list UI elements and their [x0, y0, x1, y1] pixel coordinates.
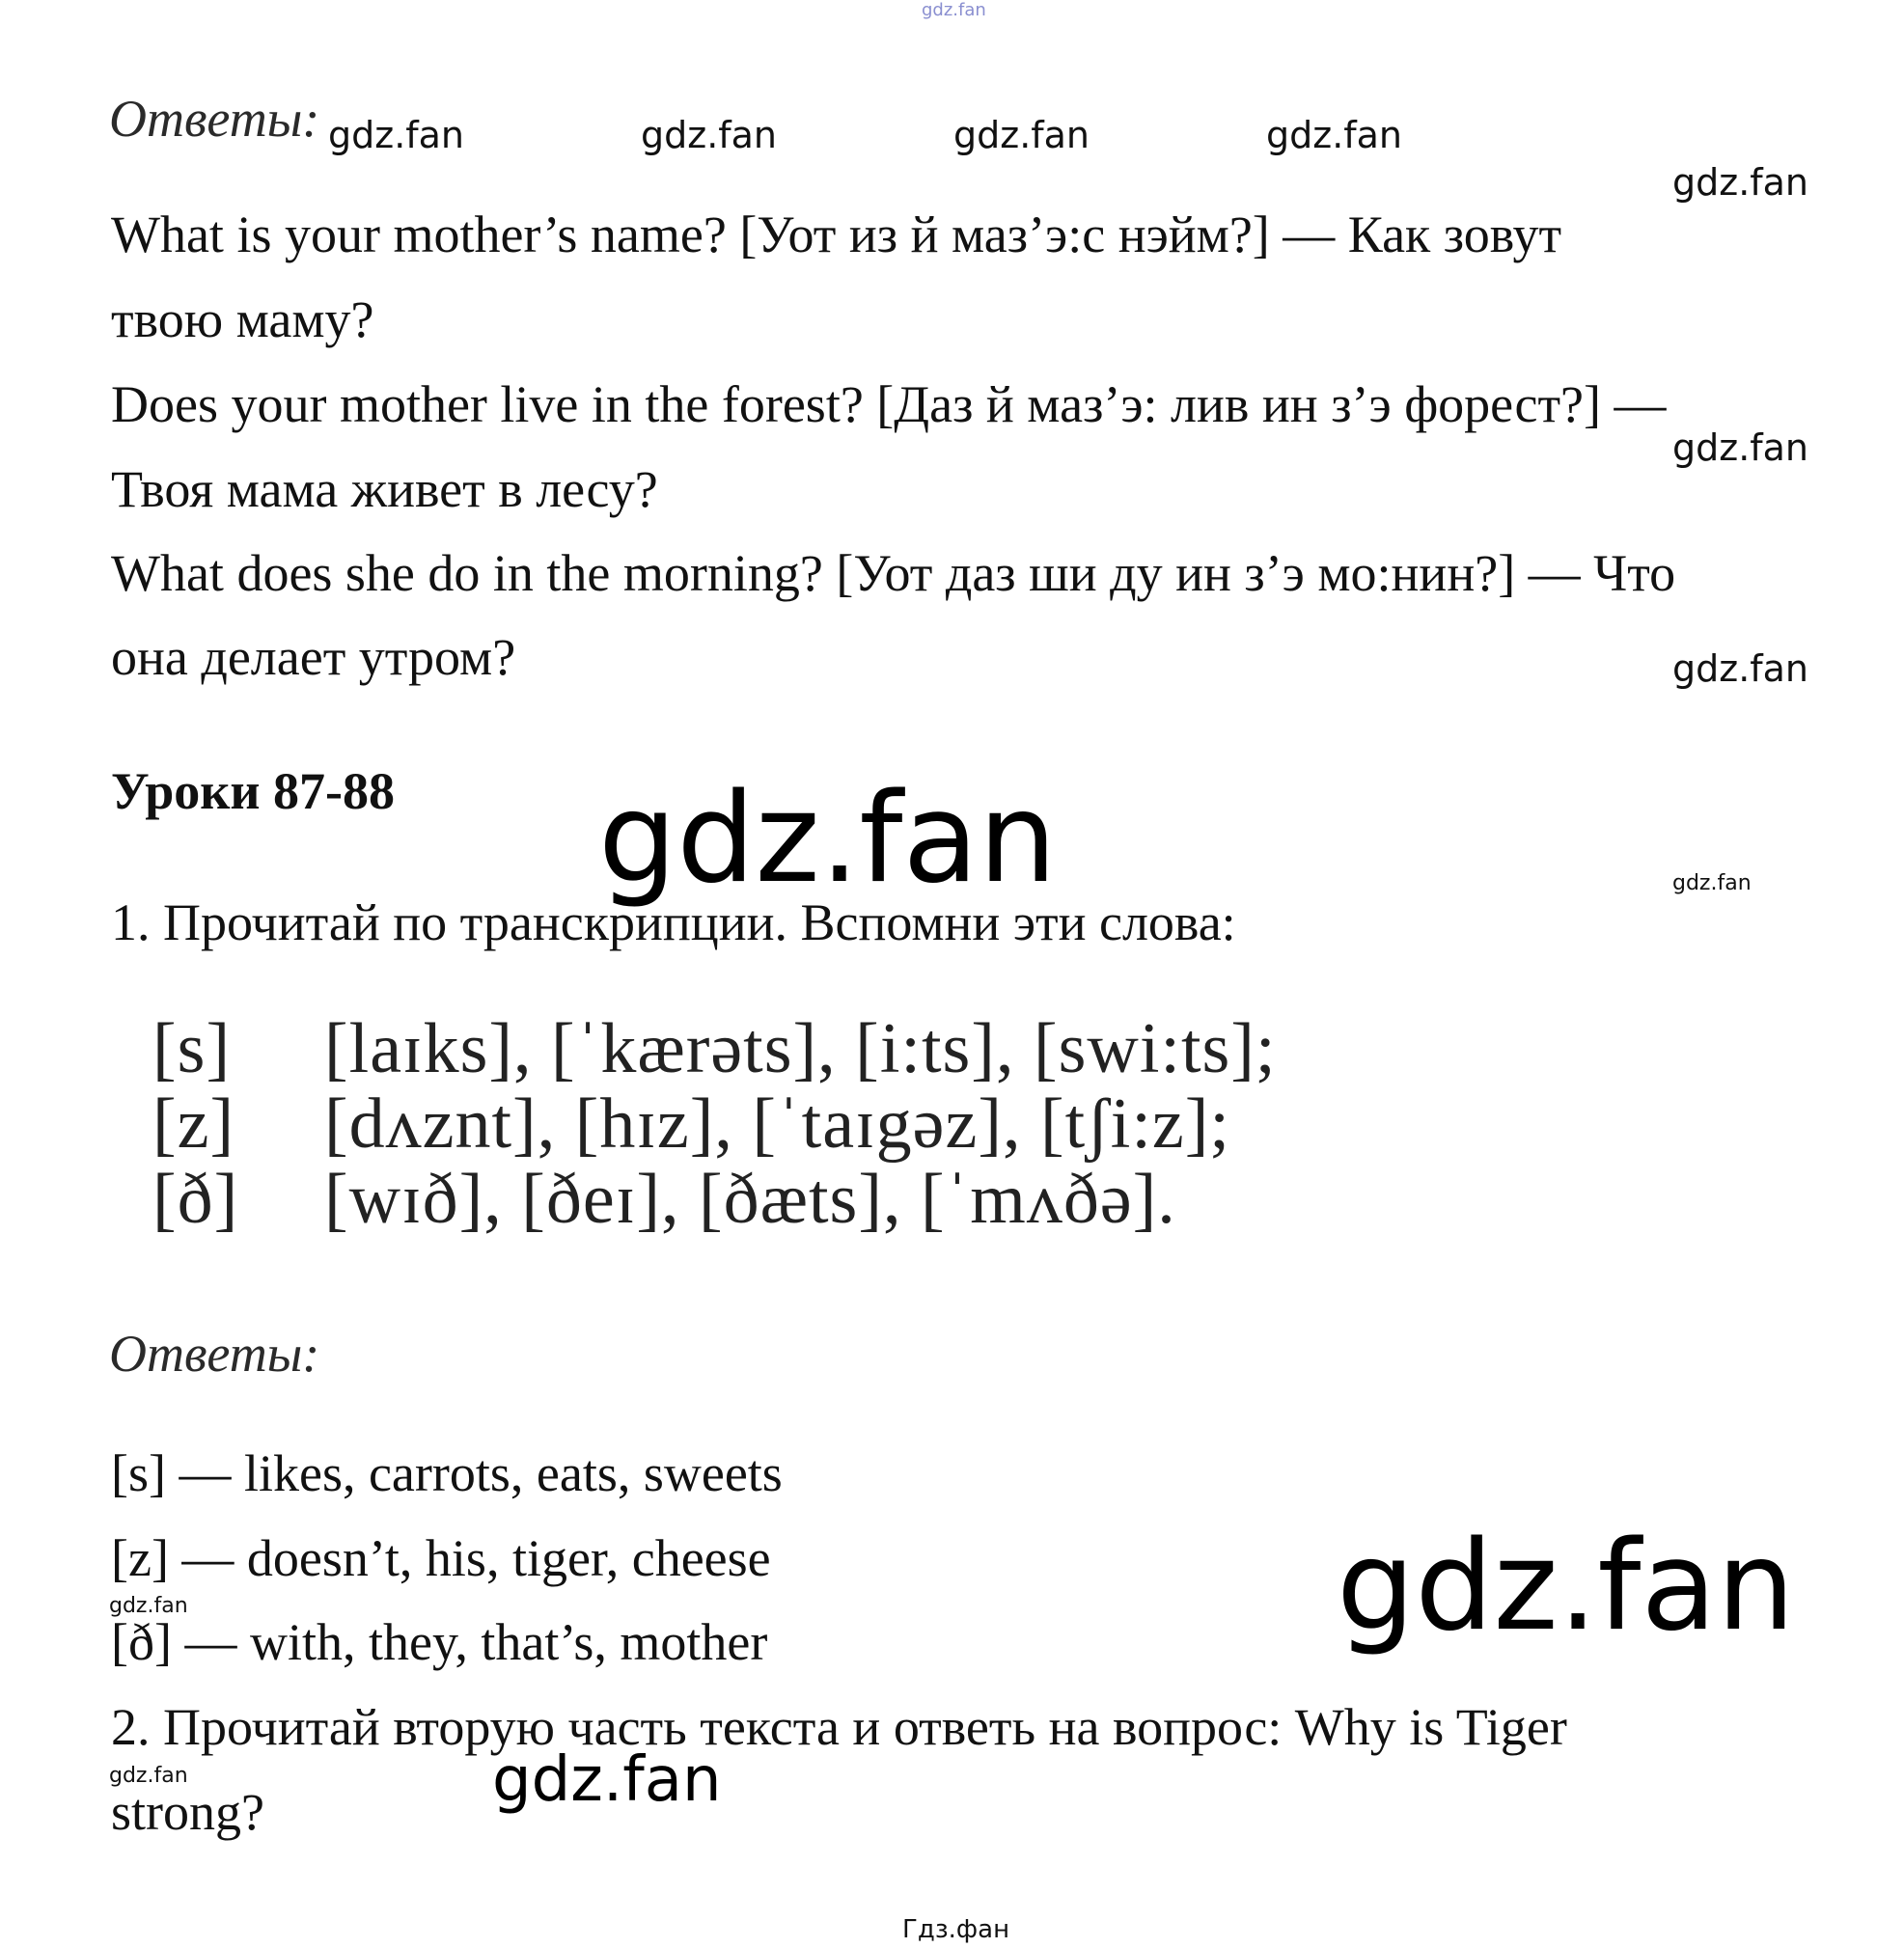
task-1-instruction: 1. Прочитай по транскрипции. Вспомни эти слова:: [111, 893, 1236, 951]
answer-line: What does she do in the morning? [Уот даз ши ду ин з’э мо:нин?] — Что: [111, 544, 1676, 602]
transcription-row: [152, 1162, 1277, 1237]
task-2-instruction-continued: strong?: [111, 1783, 264, 1841]
answer-line: [z] — doesn’t, his, tiger, cheese: [111, 1529, 771, 1587]
task-2-instruction: 2. Прочитай вторую часть текста и ответь на вопрос: Why is Tiger: [111, 1698, 1567, 1756]
transcription-sound: [s]: [152, 1009, 232, 1088]
watermark: gdz.fan: [1672, 426, 1809, 469]
footer-watermark: Гдз.фан: [902, 1915, 1010, 1944]
answer-line: What is your mother’s name? [Уот из й маз’э:с нэйм?] — Как зовут: [111, 206, 1562, 263]
watermark: gdz.fan: [1672, 161, 1809, 204]
answers-label: Ответы:: [109, 90, 320, 148]
answer-line: [ð] — with, they, that’s, mother: [111, 1613, 768, 1671]
transcription-row: [152, 1086, 1277, 1162]
transcription-sound: [z]: [152, 1084, 235, 1164]
answer-line: твою маму?: [111, 290, 374, 348]
big-watermark: gdz.fan: [1337, 1515, 1795, 1659]
watermark: gdz.fan: [641, 114, 778, 156]
watermark: gdz.fan: [1672, 871, 1752, 895]
watermark: gdz.fan: [328, 114, 465, 156]
transcription-block: [152, 1011, 1277, 1237]
transcription-words: [laɪks], [ˈkærəts], [i:ts], [swi:ts];: [324, 1009, 1277, 1088]
watermark: gdz.fan: [1672, 647, 1809, 690]
answer-line: Твоя мама живет в лесу?: [111, 460, 658, 518]
watermark: gdz.fan: [1266, 114, 1403, 156]
watermark: gdz.fan: [492, 1744, 722, 1816]
answer-line: Does your mother live in the forest? [Даз й маз’э: лив ин з’э форест?] —: [111, 375, 1667, 433]
lesson-heading: Уроки 87-88: [111, 762, 395, 820]
transcription-words: [dʌznt], [hɪz], [ˈtaɪgəz], [tʃi:z];: [324, 1084, 1230, 1164]
watermark: gdz.fan: [953, 114, 1090, 156]
big-watermark: gdz.fan: [598, 767, 1057, 911]
transcription-sound: [ð]: [152, 1160, 239, 1239]
transcription-row: [152, 1011, 1277, 1086]
answer-line: она делает утром?: [111, 628, 516, 686]
watermark: gdz.fan: [109, 1764, 188, 1788]
answer-line: [s] — likes, carrots, eats, sweets: [111, 1444, 783, 1502]
watermark: gdz.fan: [109, 1594, 188, 1618]
transcription-words: [wɪð], [ðeɪ], [ðæts], [ˈmʌðə].: [324, 1160, 1176, 1239]
top-watermark: gdz.fan: [922, 0, 986, 20]
answers-label: Ответы:: [109, 1325, 320, 1383]
